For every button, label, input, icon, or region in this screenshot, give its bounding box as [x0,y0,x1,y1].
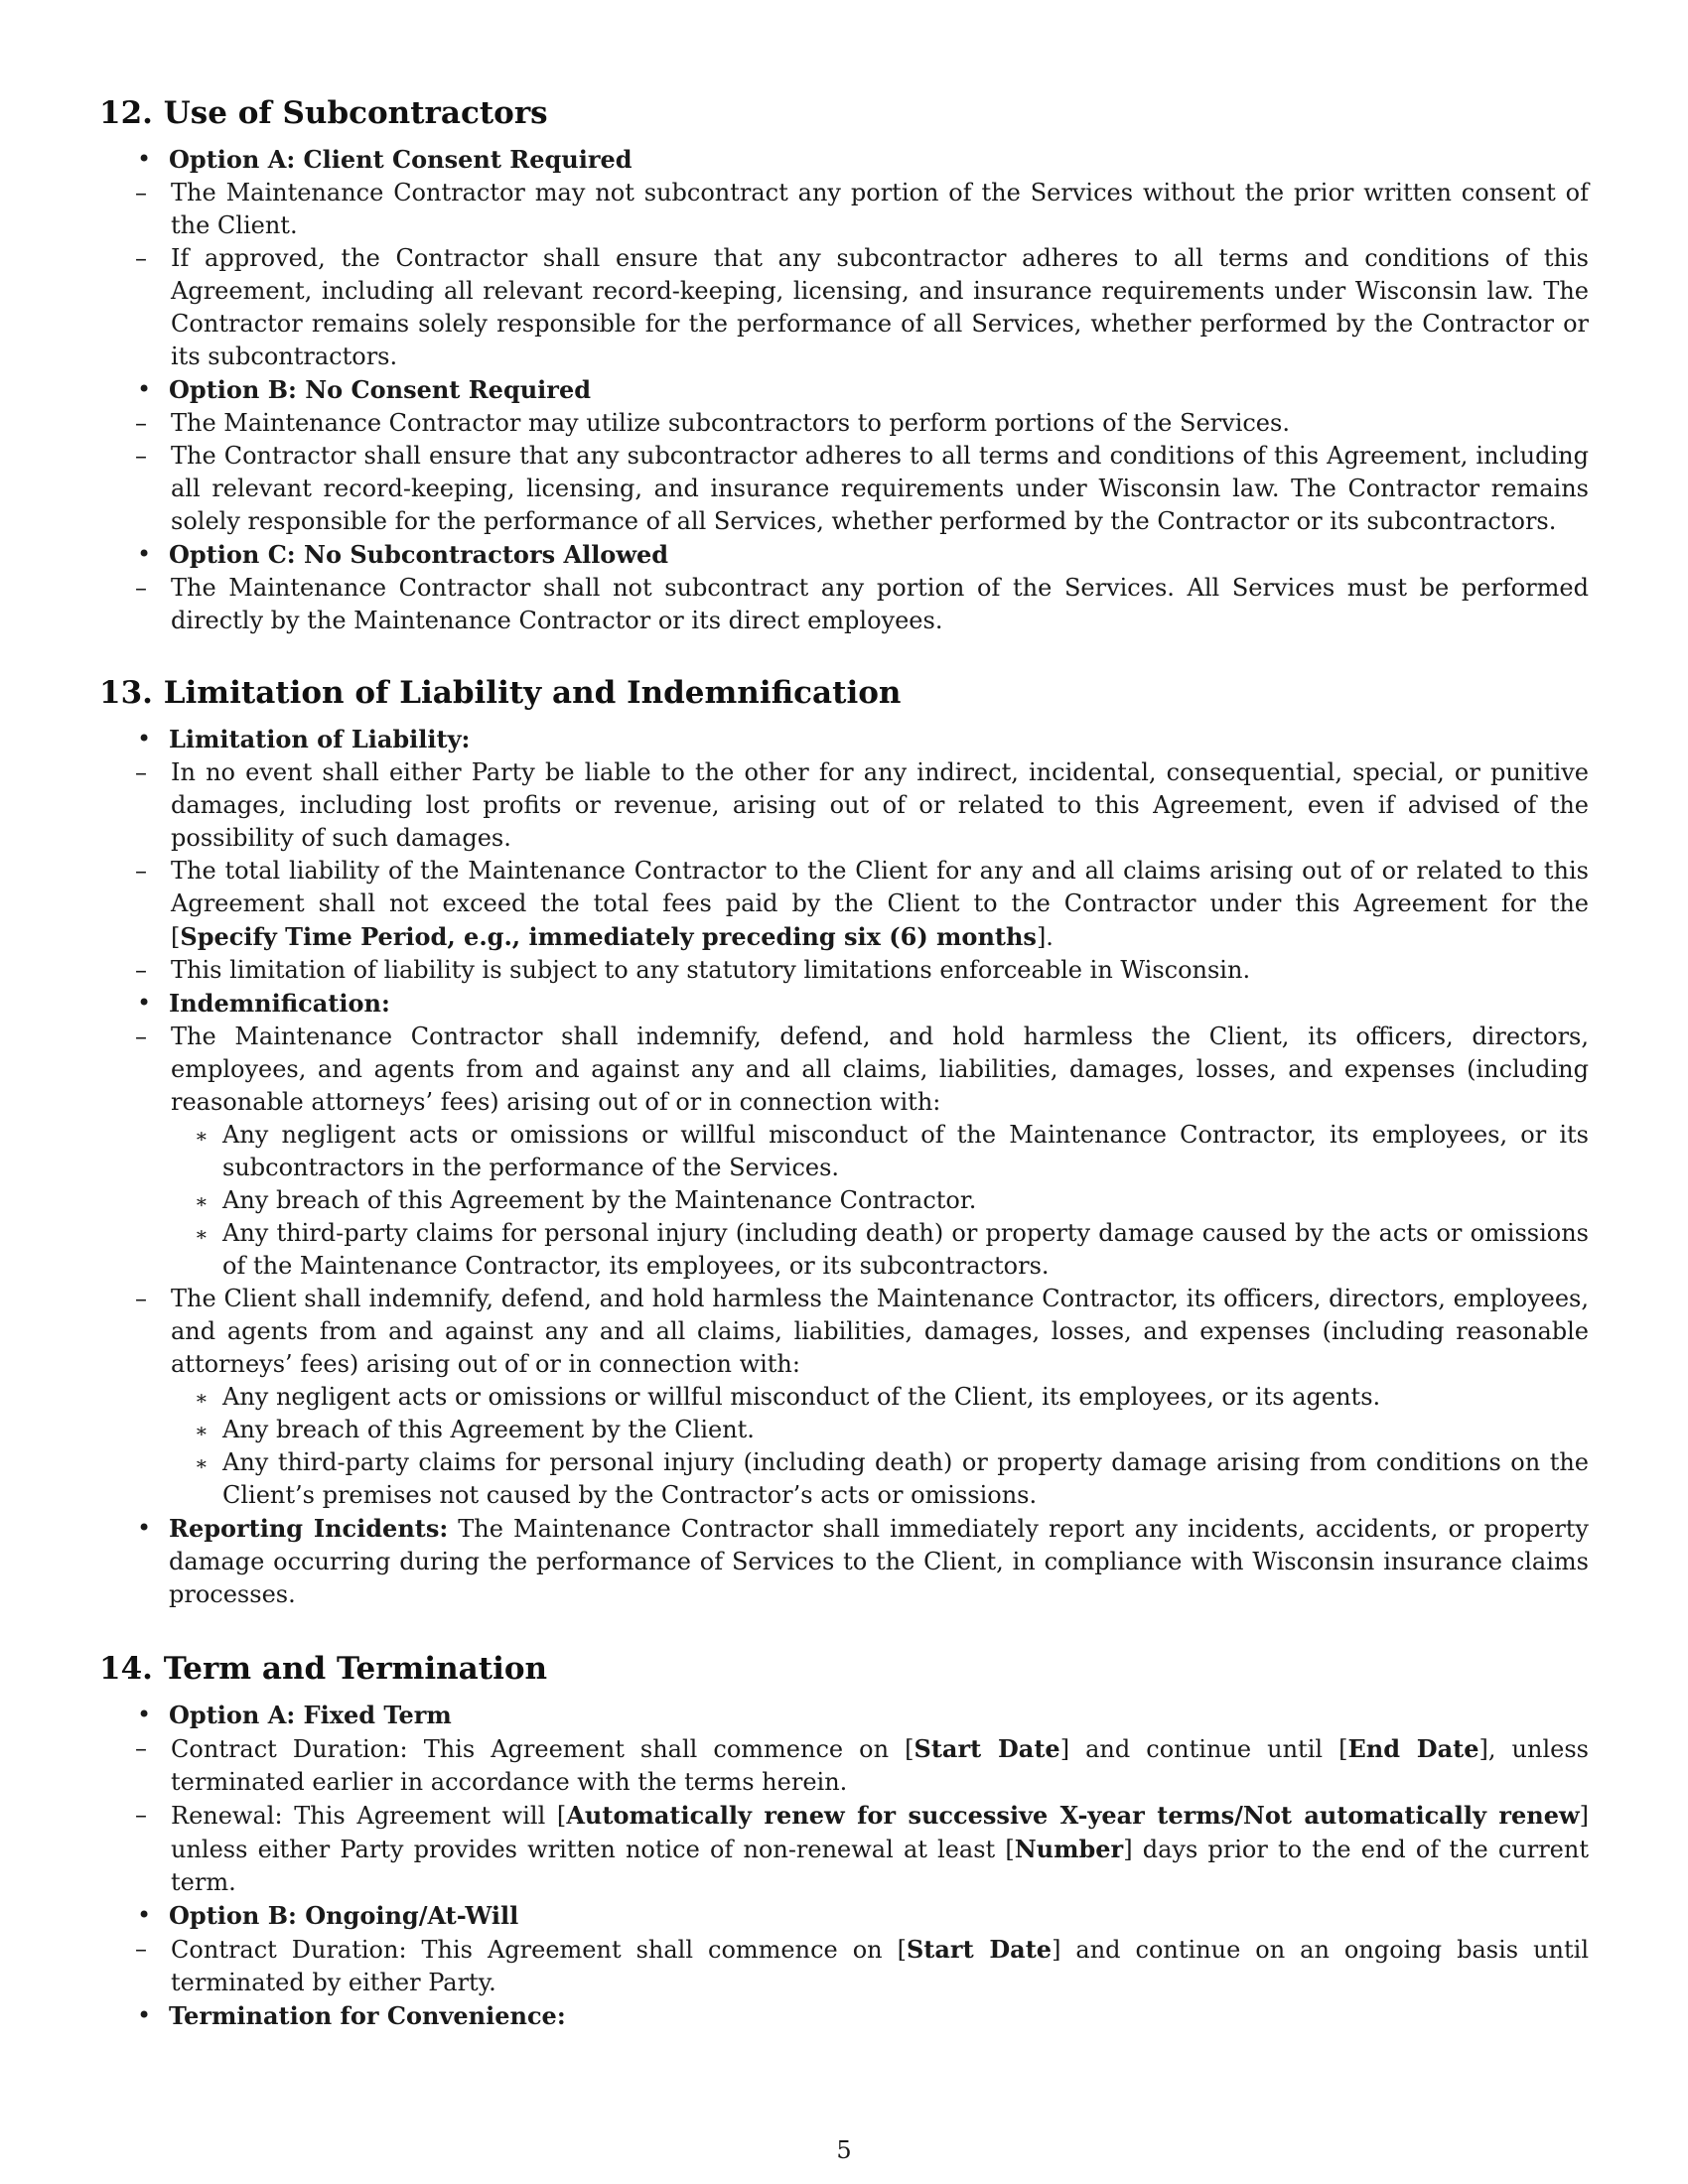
placeholder-field: End Date [1347,1734,1479,1763]
sub-list-item [171,1799,1589,1899]
section-14-list [99,1699,1589,2033]
sub-list [171,407,1589,538]
sub-sub-list-item: ∗ Any breach of this Agreement by the Client. [222,1414,1589,1446]
sub-list-item: – The Maintenance Contractor may utilize subcontractors to perform portions of the Services. [171,407,1589,440]
section-14-heading: 14. Term and Termination [99,1651,548,1687]
sub-list-item [171,1933,1589,1999]
option-label: Option C: No Subcontractors Allowed [169,540,669,569]
section-12-list [99,143,1589,637]
list-item [99,723,1589,987]
text-run: ] days prior to the end of the current term. [171,1836,1589,1896]
placeholder-field: Start Date [906,1935,1053,1964]
placeholder-field: Automatically renew for successive X-year terms/Not automatically renew [566,1801,1580,1830]
page-number: 5 [836,2136,852,2164]
sub-list-item: – In no event shall either Party be liable to the other for any indirect, incidental, consequential, special, or punitive damages, including lost profits or revenue, arising out of or related to this Agreement, even if advised of the possibility of such damages. [171,756,1589,855]
option-label: Indemnification: [169,989,390,1018]
sub-list-item [171,1283,1589,1512]
text-run: Renewal: This Agreement will [ [171,1802,567,1830]
text-run: The Client shall indemnify, defend, and hold harmless the Maintenance Contractor, its officers, directors, employees, and agents from and against any and all claims, liabilities, damages, losses, and expenses (including reasonable attorneys’ fees) arising out of or in connection with: [171,1285,1589,1378]
sub-list [171,1933,1589,1999]
option-label: Limitation of Liability: [169,725,471,753]
list-item [99,1512,1589,1611]
sub-sub-list [222,1119,1589,1283]
list-item [99,373,1589,538]
list-item [99,1699,1589,1899]
placeholder-field: Start Date [914,1734,1060,1763]
sub-list-item [171,855,1589,954]
sub-sub-list-item: ∗ Any breach of this Agreement by the Maintenance Contractor. [222,1184,1589,1217]
sub-sub-list-item: ∗ Any negligent acts or omissions or willful misconduct of the Maintenance Contractor, its employees, or its subcontractors in the performance of the Services. [222,1119,1589,1184]
option-label: Option B: Ongoing/At-Will [169,1901,519,1930]
option-label: Termination for Convenience: [169,2001,566,2030]
sub-list-item [171,1732,1589,1799]
sub-list-item: – If approved, the Contractor shall ensure that any subcontractor adheres to all terms and conditions of this Agreement, including all relevant record-keeping, licensing, and insurance requirements under Wisconsin law. The Contractor remains solely responsible for the performance of all Services, whether performed by the Contractor or its subcontractors. [171,242,1589,373]
sub-list [171,572,1589,637]
text-run: Contract Duration: This Agreement shall commence on [ [171,1735,914,1763]
sub-list [171,756,1589,987]
section-13-heading: 13. Limitation of Liability and Indemnification [99,675,902,711]
document-page [99,93,1589,2033]
list-item [99,538,1589,637]
list-item [99,143,1589,373]
list-item [99,987,1589,1512]
sub-list-item: – The Maintenance Contractor may not subcontract any portion of the Services without the prior written consent of the Client. [171,177,1589,242]
text-run: The total liability of the Maintenance Contractor to the Client for any and all claims arising out of or related to this Agreement shall not exceed the total fees paid by the Client to the Contractor under this Agreement for the [ [171,857,1589,951]
list-item [99,1899,1589,1999]
text-run: Contract Duration: This Agreement shall commence on [ [171,1936,907,1964]
text-run: ] unless either Party provides written notice of non-renewal at least [ [171,1802,1590,1863]
sub-list-item: – This limitation of liability is subject to any statutory limitations enforceable in Wisconsin. [171,954,1589,987]
section-13-list [99,723,1589,1611]
sub-sub-list-item: ∗ Any third-party claims for personal injury (including death) or property damage caused by the acts or omissions of the Maintenance Contractor, its employees, or its subcontractors. [222,1217,1589,1283]
text-run: ]. [1036,923,1054,951]
option-label: Option A: Fixed Term [169,1701,452,1729]
sub-list [171,1021,1589,1512]
text-run: ] and continue until [ [1059,1735,1348,1763]
placeholder-field: Specify Time Period, e.g., immediately preceding six (6) months [180,922,1037,951]
text-run: ] and continue on an ongoing basis until terminated by either Party. [171,1936,1589,1996]
list-item [99,1999,1589,2033]
text-run: The Maintenance Contractor shall indemnify, defend, and hold harmless the Client, its officers, directors, employees, and agents from and against any and all claims, liabilities, damages, losses, and expenses (including reasonable attorneys’ fees) arising out of or in connection with: [171,1023,1589,1116]
option-label: Option B: No Consent Required [169,375,591,404]
text-run: ], unless terminated earlier in accordance with the terms herein. [171,1735,1589,1796]
sub-sub-list-item: ∗ Any negligent acts or omissions or willful misconduct of the Client, its employees, or its agents. [222,1381,1589,1414]
sub-list [171,177,1589,373]
sub-list-item: – The Contractor shall ensure that any subcontractor adheres to all terms and conditions of this Agreement, including all relevant record-keeping, licensing, and insurance requirements under Wisconsin law. The Contractor remains solely responsible for the performance of all Services, whether performed by the Contractor or its subcontractors. [171,440,1589,538]
section-12-heading: 12. Use of Subcontractors [99,95,548,131]
sub-sub-list [222,1381,1589,1512]
sub-sub-list-item: ∗ Any third-party claims for personal injury (including death) or property damage arising from conditions on the Client’s premises not caused by the Contractor’s acts or omissions. [222,1446,1589,1512]
option-label: Reporting Incidents: [169,1514,449,1543]
sub-list [171,1732,1590,1899]
sub-list-item [171,1021,1589,1283]
option-label: Option A: Client Consent Required [169,145,633,174]
placeholder-field: Number [1014,1835,1124,1863]
sub-list-item: – The Maintenance Contractor shall not subcontract any portion of the Services. All Services must be performed directly by the Maintenance Contractor or its direct employees. [171,572,1589,637]
text-run: The Maintenance Contractor shall immediately report any incidents, accidents, or property damage occurring during the performance of Services to the Client, in compliance with Wisconsin insurance claims processes. [169,1515,1589,1608]
